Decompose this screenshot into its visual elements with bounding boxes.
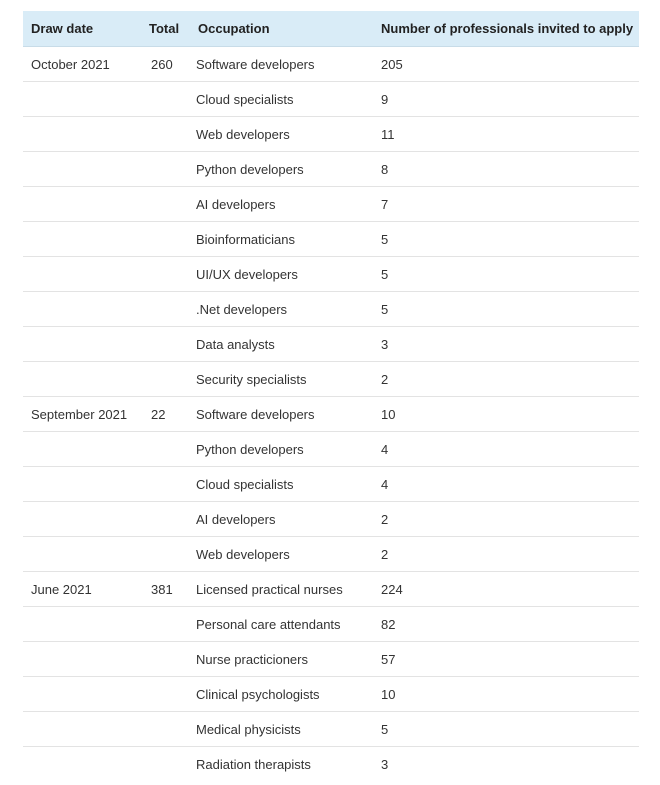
table-row <box>23 187 639 222</box>
cell-number-invited: 5 <box>359 222 639 257</box>
table-row <box>23 327 639 362</box>
cell-number-invited: 3 <box>381 756 389 772</box>
header-row <box>23 11 639 47</box>
cell-occupation: Python developers <box>190 432 359 467</box>
cell-draw-date: June 2021 <box>23 572 141 607</box>
table-row <box>23 467 639 502</box>
cell-occupation: AI developers <box>190 502 359 537</box>
cell-occupation: Clinical psychologists <box>190 677 359 712</box>
cell-draw-date <box>23 432 141 467</box>
cell-number-invited: 10 <box>359 677 639 712</box>
cell-occupation: .Net developers <box>190 292 359 327</box>
cell-occupation: Radiation therapists <box>196 756 311 772</box>
cell-draw-date <box>23 187 141 222</box>
cell-occupation: Personal care attendants <box>190 607 359 642</box>
table-row <box>23 82 639 117</box>
cell-occupation: Web developers <box>190 537 359 572</box>
cell-draw-date <box>23 362 141 397</box>
table-row <box>23 677 639 712</box>
cell-occupation: Medical physicists <box>190 712 359 747</box>
cell-occupation: Software developers <box>190 397 359 432</box>
table-row <box>23 712 639 747</box>
header-draw-date: Draw date <box>23 11 141 47</box>
cell-occupation: Cloud specialists <box>190 82 359 117</box>
cell-draw-date <box>23 677 141 712</box>
cell-number-invited: 7 <box>359 187 639 222</box>
cell-number-invited: 2 <box>359 502 639 537</box>
cell-total <box>141 292 190 327</box>
cell-total <box>141 257 190 292</box>
cell-number-invited: 224 <box>359 572 639 607</box>
header-occupation: Occupation <box>190 11 359 47</box>
cell-total <box>141 187 190 222</box>
cell-total <box>141 327 190 362</box>
cell-draw-date <box>23 257 141 292</box>
table-row <box>23 362 639 397</box>
table-row <box>23 572 639 607</box>
table-header <box>23 11 639 47</box>
cell-draw-date <box>23 117 141 152</box>
table-row <box>23 537 639 572</box>
cell-draw-date <box>23 537 141 572</box>
cell-number-invited: 57 <box>359 642 639 677</box>
cell-draw-date <box>23 712 141 747</box>
cell-occupation: Python developers <box>190 152 359 187</box>
draws-table <box>23 11 639 781</box>
cell-occupation: UI/UX developers <box>190 257 359 292</box>
draws-table-container <box>23 11 639 781</box>
cell-total <box>141 362 190 397</box>
cell-draw-date <box>23 607 141 642</box>
cell-draw-date <box>23 222 141 257</box>
cell-total <box>141 607 190 642</box>
table-row <box>23 642 639 677</box>
cell-number-invited: 2 <box>359 537 639 572</box>
cell-draw-date <box>23 502 141 537</box>
cell-occupation: Security specialists <box>190 362 359 397</box>
cell-number-invited: 5 <box>359 292 639 327</box>
cell-total: 22 <box>141 397 190 432</box>
cell-total <box>141 642 190 677</box>
cell-total <box>141 117 190 152</box>
cell-number-invited: 4 <box>359 467 639 502</box>
cell-occupation: Licensed practical nurses <box>190 572 359 607</box>
cell-draw-date <box>23 327 141 362</box>
cell-draw-date <box>23 467 141 502</box>
cell-draw-date <box>23 152 141 187</box>
cell-number-invited: 10 <box>359 397 639 432</box>
cell-total: 260 <box>141 47 190 82</box>
cell-draw-date <box>23 82 141 117</box>
table-row <box>23 432 639 467</box>
cell-number-invited: 4 <box>359 432 639 467</box>
cell-number-invited: 9 <box>359 82 639 117</box>
cell-number-invited: 11 <box>359 117 639 152</box>
cell-number-invited: 205 <box>359 47 639 82</box>
cell-occupation: Nurse practicioners <box>190 642 359 677</box>
table-row <box>23 257 639 292</box>
cell-total <box>141 537 190 572</box>
table-row <box>23 47 639 82</box>
cell-total <box>141 467 190 502</box>
cell-draw-date <box>23 747 141 782</box>
table-row <box>23 607 639 642</box>
cell-draw-date <box>23 642 141 677</box>
cell-number-invited: 2 <box>359 362 639 397</box>
cell-number-invited: 3 <box>359 327 639 362</box>
cell-total <box>141 82 190 117</box>
table-row <box>23 152 639 187</box>
table-row <box>23 747 639 782</box>
cell-number-invited: 5 <box>359 257 639 292</box>
cell-occupation: AI developers <box>190 187 359 222</box>
table-row <box>23 292 639 327</box>
header-number-invited: Number of professionals invited to apply <box>359 11 639 47</box>
header-total: Total <box>141 11 190 47</box>
cell-occupation: Bioinformaticians <box>190 222 359 257</box>
table-row <box>23 502 639 537</box>
cell-total <box>141 677 190 712</box>
cell-total <box>141 432 190 467</box>
cell-number-invited: 5 <box>359 712 639 747</box>
table-row <box>23 397 639 432</box>
cell-occupation: Software developers <box>190 47 359 82</box>
cell-total <box>141 502 190 537</box>
cell-occupation: Data analysts <box>190 327 359 362</box>
cell-total: 381 <box>141 572 190 607</box>
cell-occupation: Web developers <box>190 117 359 152</box>
cell-total <box>141 222 190 257</box>
cell-occupation: Cloud specialists <box>190 467 359 502</box>
cell-number-invited: 8 <box>359 152 639 187</box>
cell-draw-date: September 2021 <box>23 397 141 432</box>
cell-total <box>141 747 190 782</box>
cell-number-invited: 82 <box>359 607 639 642</box>
table-body <box>23 47 639 782</box>
cell-draw-date: October 2021 <box>23 47 141 82</box>
table-row <box>23 222 639 257</box>
table-row <box>23 117 639 152</box>
cell-total <box>141 712 190 747</box>
cell-total <box>141 152 190 187</box>
cell-draw-date <box>23 292 141 327</box>
